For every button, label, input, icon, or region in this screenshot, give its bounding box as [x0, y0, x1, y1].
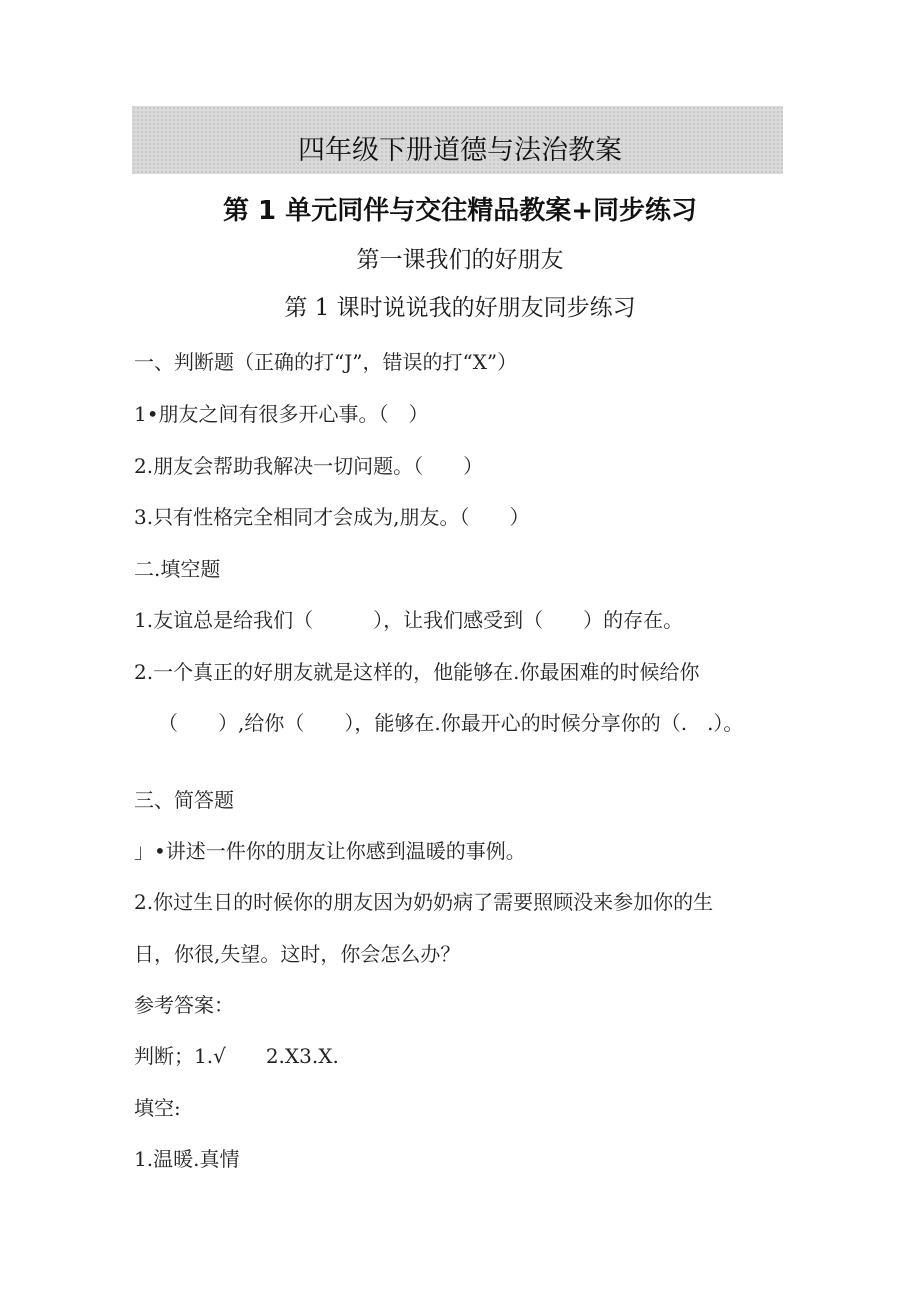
- main-title: 四年级下册道德与法治教案: [298, 135, 622, 166]
- fill-item-1: 1.友谊总是给我们（ ），让我们感受到（ ）的存在。: [134, 608, 684, 632]
- lesson-title: 第一课我们的好朋友: [356, 247, 564, 273]
- section1-heading: 一、判断题（正确的打“J”，错误的打“X”）: [134, 350, 518, 374]
- answers-heading: 参考答案：: [134, 993, 234, 1017]
- fill-item-2-cont: （ ）,给你（ ），能够在.你最开心的时候分享你的（. .）。: [158, 711, 744, 735]
- judge-item-3: 3.只有性格完全相同才会成为,朋友。（ ）: [134, 505, 530, 529]
- period-title: 第 1 课时说说我的好朋友同步练习: [284, 295, 636, 321]
- answers-fill-1: 1.温暖.真情: [134, 1147, 240, 1171]
- short-answer-item-2-cont: 日，你很,失望。这时，你会怎么办？: [134, 942, 461, 966]
- fill-item-2: 2.一个真正的好朋友就是这样的，他能够在.你最困难的时候给你: [134, 660, 700, 684]
- judge-item-1: 1•朋友之间有很多开心事。（ ）: [134, 402, 429, 426]
- answers-fill-heading: 填空:: [134, 1096, 181, 1120]
- judge-item-2: 2.朋友会帮助我解决一切问题。（ ）: [134, 454, 484, 478]
- short-answer-item-2: 2.你过生日的时候你的朋友因为奶奶病了需要照顾没来参加你的生: [134, 890, 714, 914]
- short-answer-item-1: 」•讲述一件你的朋友让你感到温暖的事例。: [134, 839, 526, 863]
- unit-title: 第 1 单元同伴与交往精品教案+同步练习: [223, 196, 697, 226]
- section2-heading: 二.填空题: [134, 557, 221, 581]
- section3-heading: 三、简答题: [134, 788, 234, 812]
- answers-judge: 判断；1.√ 2.X3.X.: [134, 1044, 339, 1068]
